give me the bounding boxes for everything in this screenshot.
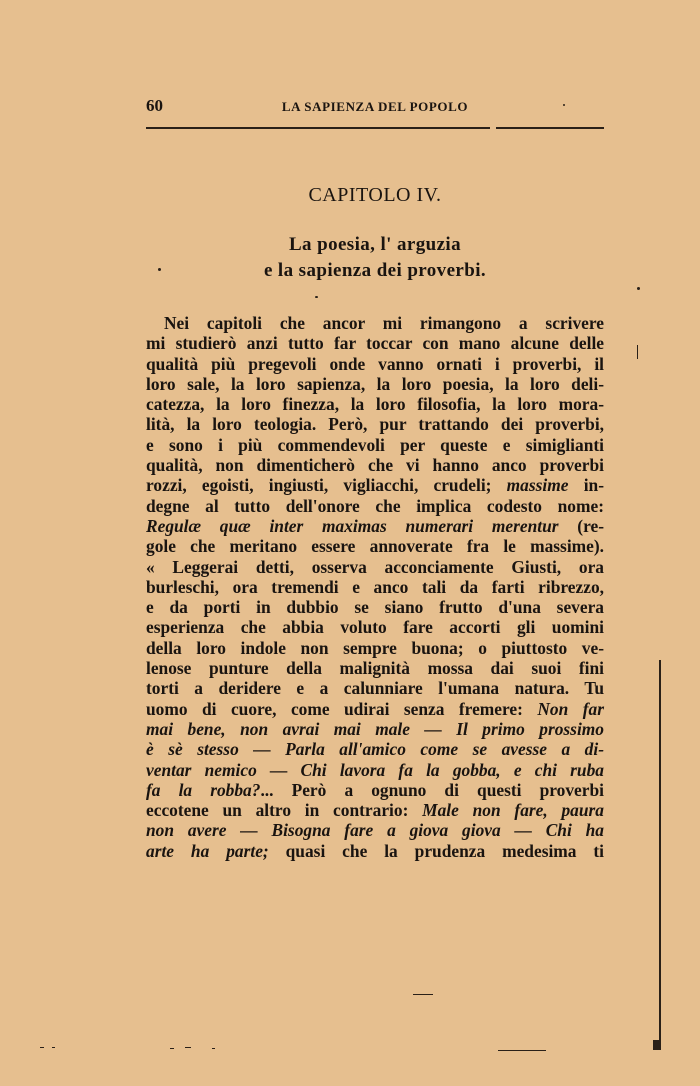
italic-run: è sè stesso — Parla all'amico come se avesse a di- (146, 739, 604, 760)
text-run: (re- (558, 515, 604, 536)
scan-dash (170, 1048, 174, 1049)
text-run: gole che meritano essere annoverate fra le massime). (146, 536, 604, 557)
italic-run: massime (506, 475, 569, 496)
page-header (146, 96, 604, 120)
scan-speck (315, 296, 318, 298)
scan-dash (52, 1047, 55, 1048)
chapter-subtitle: e la sapienza dei proverbi. (263, 260, 487, 281)
scan-dash (40, 1047, 44, 1048)
text-run: e sono i più commendevoli per queste e simiglianti (146, 434, 604, 455)
italic-run: Non far (537, 698, 604, 719)
page-number: 60 (146, 96, 163, 115)
text-line (146, 841, 604, 861)
page-edge-mark (653, 1040, 659, 1050)
text-line (146, 577, 604, 597)
text-line (146, 557, 604, 577)
text-line (146, 374, 604, 394)
text-line (146, 617, 604, 637)
text-run: lità, la loro teologia. Però, pur trattando dei proverbi, (146, 414, 604, 435)
text-line (146, 516, 604, 536)
header-rule (496, 127, 604, 129)
scan-speck (158, 268, 161, 271)
italic-run: non avere — Bisogna fare a giova giova — Chi ha (146, 820, 604, 841)
text-run: qualità più pregevoli onde vanno ornati i proverbi, il (146, 353, 604, 374)
chapter-subtitle: La poesia, l' arguzia (288, 234, 461, 255)
italic-run: Regulæ quæ inter maximas numerari merentur (146, 515, 559, 536)
text-line (146, 394, 604, 414)
scan-dash (413, 994, 433, 995)
text-run: loro sale, la loro sapienza, la loro poesia, la loro deli- (146, 373, 604, 394)
text-run: della loro indole non sempre buona; o piuttosto ve- (146, 637, 604, 658)
margin-mark (637, 345, 638, 359)
text-run: uomo di cuore, come udirai senza fremere: (146, 698, 538, 719)
text-line (146, 678, 604, 698)
text-run: Nei capitoli che ancor mi rimangono a scrivere (164, 313, 604, 333)
text-run: quasi che la prudenza medesima ti (268, 840, 605, 861)
italic-run: mai bene, non avrai mai male — Il primo prossimo (146, 718, 604, 739)
running-title: LA SAPIENZA DEL POPOLO (281, 99, 469, 114)
text-line (146, 414, 604, 434)
text-line (146, 354, 604, 374)
text-line (146, 475, 604, 495)
scan-speck (563, 104, 565, 106)
header-rule (146, 127, 490, 129)
scan-dash (212, 1048, 215, 1049)
text-run: catezza, la loro finezza, la loro filosofia, la loro mora- (146, 394, 604, 415)
text-run: torti a deridere e a calunniare l'umana natura. Tu (146, 678, 604, 699)
text-run: ... Però a ognuno di questi proverbi (260, 779, 604, 800)
text-run: rozzi, egoisti, ingiusti, vigliacchi, crudeli; (146, 475, 507, 496)
italic-run: ventar nemico — Chi lavora fa la gobba, e chi ruba (146, 759, 604, 780)
text-line (146, 658, 604, 678)
scan-dash (185, 1047, 191, 1048)
scan-speck (637, 287, 640, 290)
text-line (146, 313, 604, 333)
text-line (146, 780, 604, 800)
chapter-title: CAPITOLO IV. (308, 184, 442, 206)
text-run: burleschi, ora tremendi e anco tali da farti ribrezzo, (146, 576, 604, 597)
text-run: e da porti in dubbio se siano frutto d'una severa (146, 597, 604, 618)
text-run: qualità, non dimenticherò che vi hanno anco proverbi (146, 455, 604, 476)
text-line (146, 699, 604, 719)
text-line (146, 760, 604, 780)
body-text (146, 313, 604, 861)
text-run: lenose punture della malignità mossa dai suoi fini (146, 658, 604, 679)
scan-dash (498, 1050, 546, 1051)
page-edge-line (659, 660, 661, 1050)
text-line (146, 536, 604, 556)
text-line (146, 739, 604, 759)
text-run: esperienza che abbia voluto fare accorti gli uomini (146, 617, 604, 638)
text-line (146, 820, 604, 840)
text-run: « Leggerai detti, osserva acconciamente Giusti, ora (146, 556, 604, 577)
text-line (146, 719, 604, 739)
text-line (146, 800, 604, 820)
italic-run: arte ha parte; (146, 840, 269, 861)
text-line (146, 597, 604, 617)
italic-run: Male non fare, paura (422, 800, 605, 821)
text-run: degne al tutto dell'onore che implica codesto nome: (146, 495, 604, 516)
text-run: mi studierò anzi tutto far toccar con mano alcune delle (146, 333, 604, 354)
text-line (146, 496, 604, 516)
italic-run: fa la robba? (146, 779, 261, 800)
text-run: eccotene un altro in contrario: (146, 800, 423, 821)
text-line (146, 435, 604, 455)
text-line (146, 333, 604, 353)
text-run: in- (568, 475, 604, 496)
text-line (146, 638, 604, 658)
text-line (146, 455, 604, 475)
